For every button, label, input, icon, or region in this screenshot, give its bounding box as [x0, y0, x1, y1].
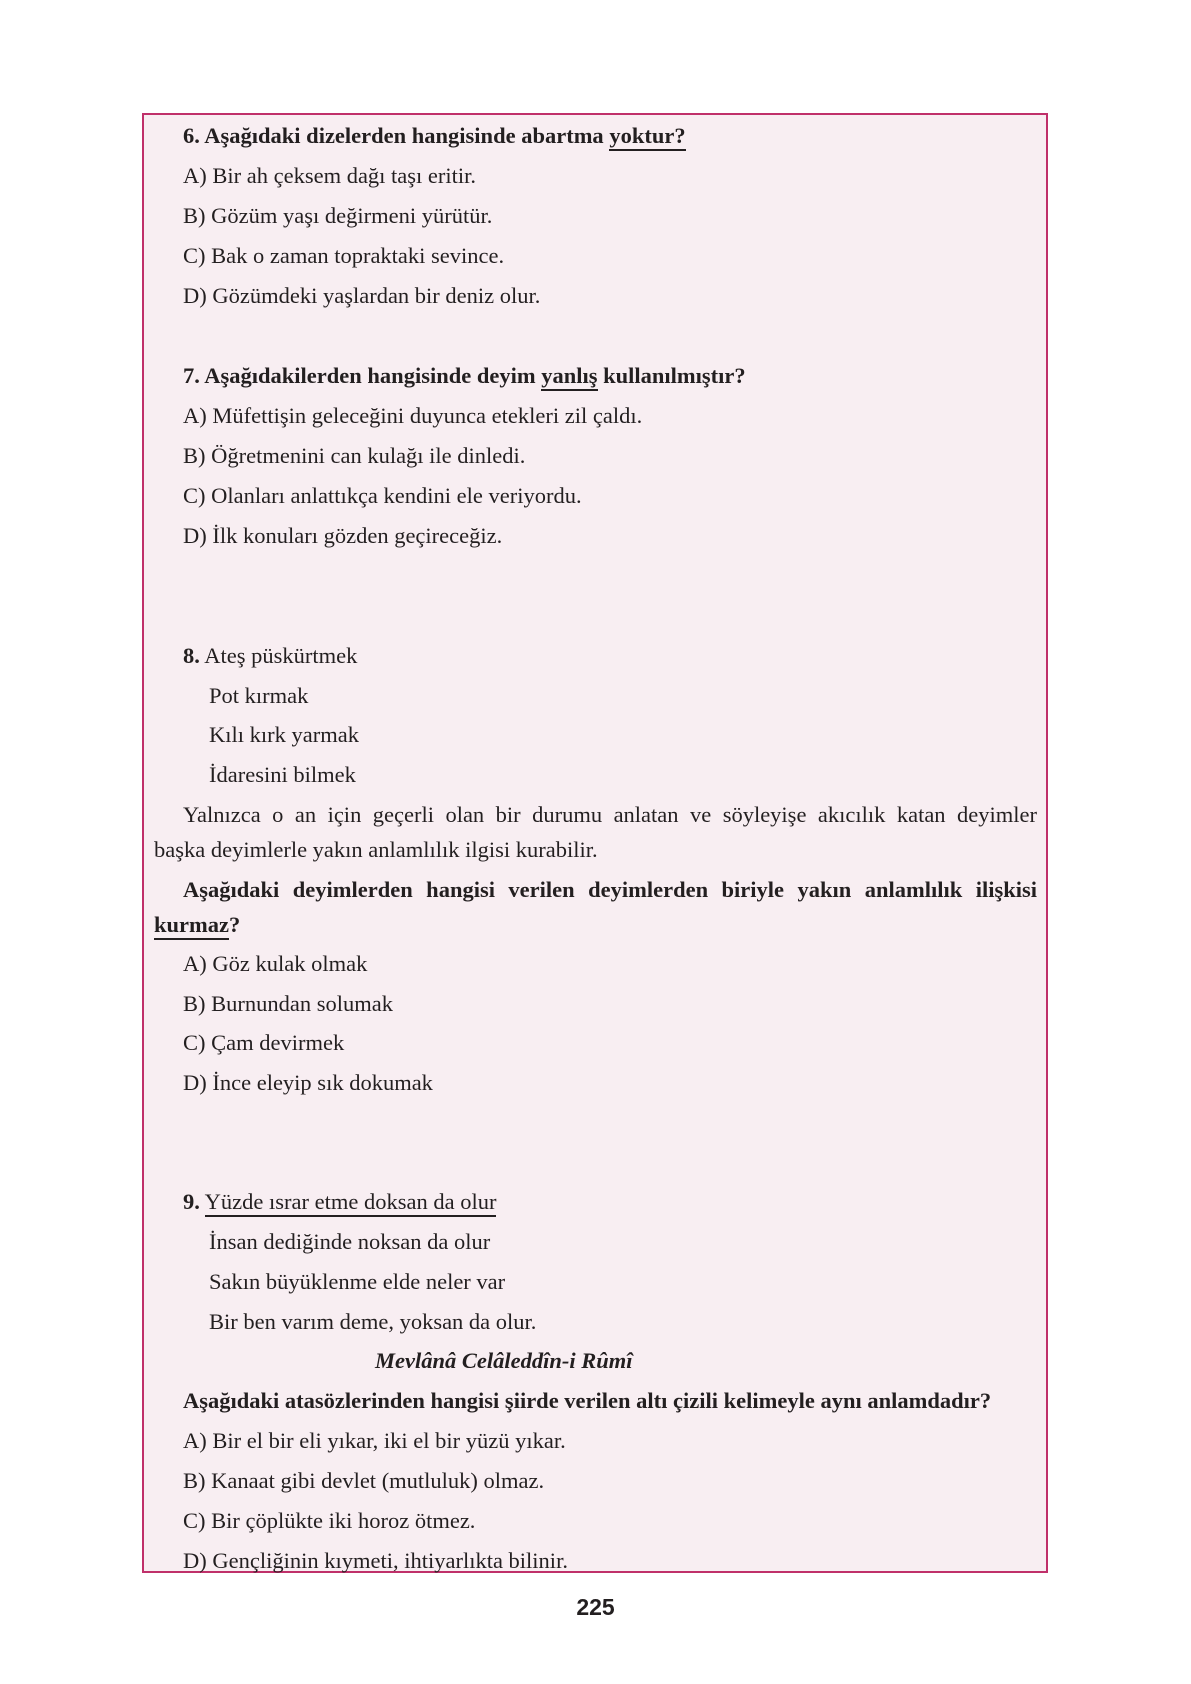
q9-poem-line-2: İnsan dediğinde noksan da olur [209, 1229, 491, 1254]
q8-option-d: D) İnce eleyip sık dokumak [183, 1070, 433, 1095]
q6-option-b: B) Gözüm yaşı değirmeni yürütür. [183, 203, 493, 228]
q6-stem [183, 122, 686, 150]
q9-poem-line-1 [183, 1188, 496, 1216]
q8-stem-line-2 [154, 911, 240, 939]
q6-stem-text: Aşağıdaki dizelerden hangisinde abartma [204, 123, 604, 148]
q9-poem-author: Mevlânâ Celâleddîn-i Rûmî [375, 1348, 633, 1373]
q8-item-3: Kılı kırk yarmak [209, 722, 359, 747]
q6-number: 6. [183, 123, 200, 148]
q8-stem-line-1: Aşağıdaki deyimlerden hangisi verilen deyimlerden biriyle yakın anlamlılık ilişkisi [183, 877, 1037, 902]
q7-stem-end: kullanılmıştır? [603, 363, 746, 388]
q9-option-b: B) Kanaat gibi devlet (mutluluk) olmaz. [183, 1468, 545, 1493]
page-number: 225 [576, 1594, 615, 1620]
q8-option-c: C) Çam devirmek [183, 1030, 345, 1055]
q8-paragraph-line-1: Yalnızca o an için geçerli olan bir durumu anlatan ve söyleyişe akıcılık katan deyimler [183, 802, 1037, 827]
q9-option-c: C) Bir çöplükte iki horoz ötmez. [183, 1508, 476, 1533]
q8-option-b: B) Burnundan solumak [183, 991, 393, 1016]
q7-stem [183, 362, 746, 390]
q8-first-item [183, 642, 357, 670]
q7-option-d: D) İlk konuları gözden geçireceğiz. [183, 523, 503, 548]
q9-option-a: A) Bir el bir eli yıkar, iki el bir yüzü yıkar. [183, 1428, 566, 1453]
q8-stem-underlined: kurmaz [154, 912, 229, 940]
q8-paragraph-line-2: başka deyimlerle yakın anlamlılık ilgisi kurabilir. [154, 837, 598, 862]
q9-number: 9. [183, 1189, 200, 1214]
q8-item-4: İdaresini bilmek [209, 762, 356, 787]
q6-stem-underlined: yoktur? [609, 123, 685, 151]
q7-number: 7. [183, 363, 200, 388]
q8-option-a: A) Göz kulak olmak [183, 951, 368, 976]
q9-poem-line-3: Sakın büyüklenme elde neler var [209, 1269, 506, 1294]
q8-item-1: Ateş püskürtmek [204, 643, 358, 668]
q7-option-a: A) Müfettişin geleceğini duyunca etekleri zil çaldı. [183, 403, 643, 428]
q9-option-d: D) Gençliğinin kıymeti, ihtiyarlıkta bilinir. [183, 1548, 568, 1573]
q8-number: 8. [183, 643, 200, 668]
q9-poem-underlined-line: Yüzde ısrar etme doksan da olur [205, 1189, 497, 1217]
q6-option-a: A) Bir ah çeksem dağı taşı eritir. [183, 163, 477, 188]
q7-stem-text: Aşağıdakilerden hangisinde deyim [204, 363, 536, 388]
q8-item-2: Pot kırmak [209, 683, 309, 708]
q7-option-b: B) Öğretmenini can kulağı ile dinledi. [183, 443, 526, 468]
q6-option-c: C) Bak o zaman topraktaki sevince. [183, 243, 505, 268]
q7-option-c: C) Olanları anlattıkça kendini ele veriyordu. [183, 483, 582, 508]
q7-stem-underlined: yanlış [541, 363, 597, 391]
q9-stem: Aşağıdaki atasözlerinden hangisi şiirde verilen altı çizili kelimeyle aynı anlamdadır? [183, 1388, 992, 1413]
q6-option-d: D) Gözümdeki yaşlardan bir deniz olur. [183, 283, 541, 308]
q8-stem-end: ? [229, 912, 241, 937]
q9-poem-line-4: Bir ben varım deme, yoksan da olur. [209, 1309, 537, 1334]
